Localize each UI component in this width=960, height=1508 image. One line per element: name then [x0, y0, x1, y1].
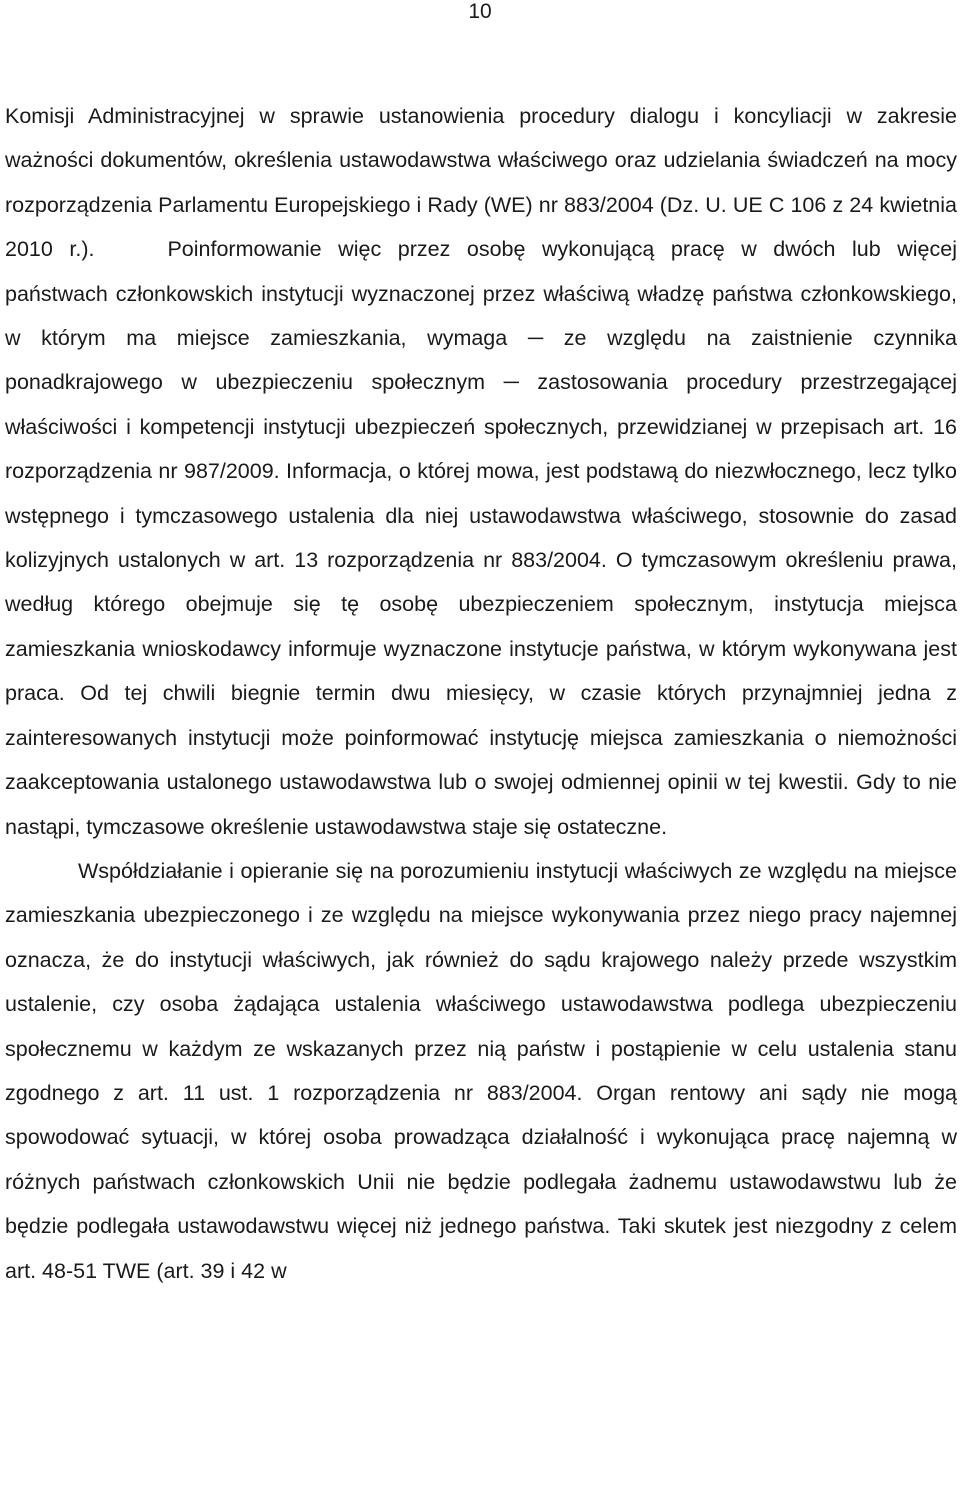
- paragraph-text: Poinformowanie więc przez osobę wykonującą pracę w dwóch lub więcej państwach członkowskich instytucji wyznaczonej przez właściwą władzę państwa członkowskiego, w którym ma miejsce zamieszkania, wymaga ─ ze względu na zaistnienie czynnika ponadkrajowego w ubezpieczeniu społecznym ─ zastosowania procedury przestrzegającej właściwości i kompetencji instytucji ubezpieczeń społecznych, przewidzianej w przepisach art. 16 rozporządzenia nr 987/2009. Informacja, o której mowa, jest podstawą do niezwłocznego, lecz tylko wstępnego i tymczasowego ustalenia dla niej ustawodawstwa właściwego, stosownie do zasad kolizyjnych ustalonych w art. 13 rozporządzenia nr 883/2004. O tymczasowym określeniu prawa, według którego obejmuje się tę osobę ubezpieczeniem społecznym, instytucja miejsca zamieszkania wnioskodawcy informuje wyznaczone instytucje państwa, w którym wykonywana jest praca. Od tej chwili biegnie termin dwu miesięcy, w czasie których przynajmniej jedna z zainteresowanych instytucji może poinformować instytucję miejsca zamieszkania o niemożności zaakceptowania ustalonego ustawodawstwa lub o swojej odmiennej opinii w tej kwestii. Gdy to nie nastąpi, tymczasowe określenie ustawodawstwa staje się ostateczne.: [5, 237, 957, 839]
- document-body: [5, 94, 957, 1293]
- paragraph: [5, 94, 957, 849]
- paragraph-text: Współdziałanie i opieranie się na porozumieniu instytucji właściwych ze względu na miejsce zamieszkania ubezpieczonego i ze względu na miejsce wykonywania przez niego pracy najemnej oznacza, że do instytucji właściwych, jak również do sądu krajowego należy przede wszystkim ustalenie, czy osoba żądająca ustalenia właściwego ustawodawstwa podlega ubezpieczeniu społecznemu w każdym ze wskazanych przez nią państw i postąpienie w celu ustalenia stanu zgodnego z art. 11 ust. 1 rozporządzenia nr 883/2004. Organ rentowy ani sądy nie mogą spowodować sytuacji, w której osoba prowadząca działalność i wykonująca pracę najemną w różnych państwach członkowskich Unii nie będzie podlegała żadnemu ustawodawstwu lub że będzie podlegała ustawodawstwu więcej niż jednego państwa. Taki skutek jest niezgodny z celem art. 48-51 TWE (art. 39 i 42 w: [5, 858, 957, 1283]
- paragraph-text: Komisji Administracyjnej w sprawie ustanowienia procedury dialogu i koncyliacji w zakresie ważności dokumentów, określenia ustawodawstwa właściwego oraz udzielania świadczeń na mocy rozporządzenia Parlamentu Europejskiego i Rady (WE) nr 883/2004 (Dz. U. UE C 106 z 24 kwietnia 2010 r.).: [5, 104, 957, 262]
- paragraph: [5, 849, 957, 1293]
- page-number: 10: [468, 0, 492, 23]
